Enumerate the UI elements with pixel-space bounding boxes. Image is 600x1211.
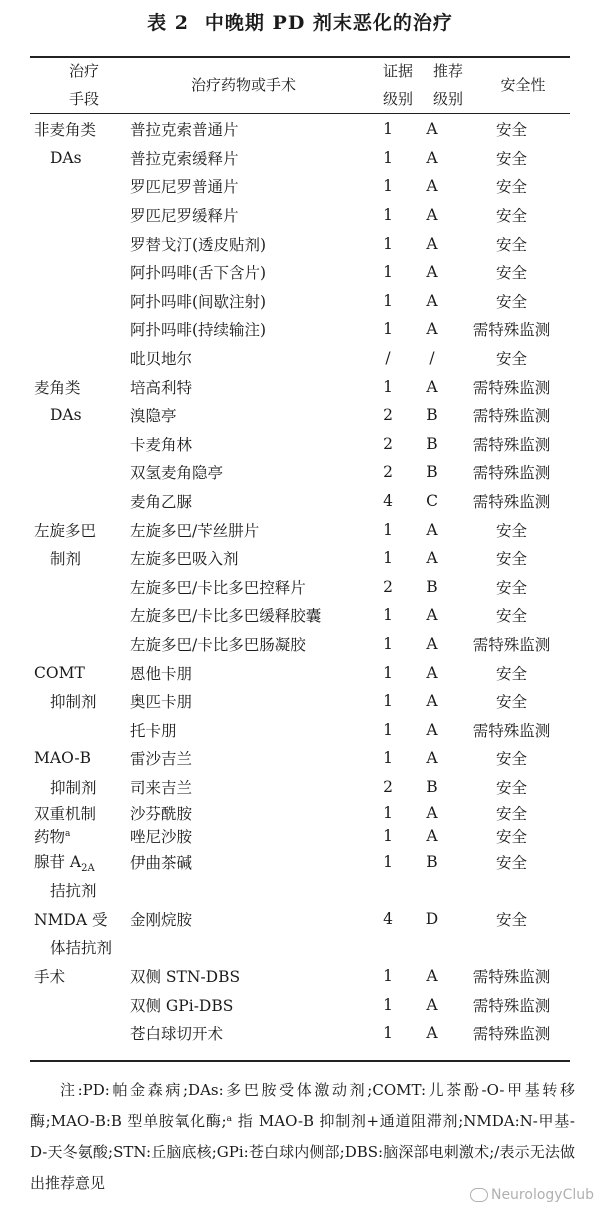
recommend-cell: A bbox=[426, 120, 438, 139]
evidence-cell: 1 bbox=[383, 206, 393, 225]
recommend-cell: A bbox=[426, 995, 438, 1014]
safety-cell: 需特殊监测 bbox=[472, 967, 551, 986]
category-cell: 麦角类 bbox=[34, 378, 81, 397]
safety-cell: 需特殊监测 bbox=[472, 635, 551, 654]
recommend-cell: A bbox=[426, 803, 438, 822]
recommend-cell: D bbox=[425, 909, 439, 928]
recommend-cell: A bbox=[426, 234, 438, 253]
table-row bbox=[30, 515, 570, 544]
drug-cell: 司来吉兰 bbox=[130, 778, 193, 797]
evidence-cell: 1 bbox=[383, 148, 393, 167]
category-cell bbox=[30, 990, 122, 1019]
drug-cell: 双氢麦角隐亭 bbox=[130, 464, 224, 483]
evidence-cell: 4 bbox=[383, 909, 393, 928]
safety-cell: 安全 bbox=[495, 350, 527, 369]
table-row bbox=[30, 658, 570, 687]
drug-cell: 培高利特 bbox=[130, 378, 193, 397]
drug-cell: 沙芬酰胺 bbox=[130, 804, 193, 823]
recommend-cell: A bbox=[426, 720, 438, 739]
category-cell: DAs bbox=[50, 148, 82, 167]
safety-cell: 安全 bbox=[495, 853, 527, 872]
table-body bbox=[30, 115, 570, 1047]
drug-cell: 阿扑吗啡(舌下含片) bbox=[130, 264, 267, 283]
header-recommend: 推荐 级别 bbox=[432, 62, 463, 108]
table-row bbox=[30, 630, 570, 659]
recommend-cell: A bbox=[426, 263, 438, 282]
evidence-cell: 1 bbox=[383, 826, 393, 845]
category-cell: 手术 bbox=[34, 967, 66, 986]
category-cell: 拮抗剂 bbox=[50, 882, 97, 901]
recommend-cell: A bbox=[426, 663, 438, 682]
safety-cell: 安全 bbox=[495, 292, 527, 311]
header-safety: 安全性 bbox=[500, 76, 546, 94]
recommend-cell: B bbox=[426, 434, 438, 453]
table-row bbox=[30, 172, 570, 201]
recommend-cell: A bbox=[426, 1024, 438, 1043]
evidence-cell: 2 bbox=[383, 463, 393, 482]
drug-cell: 普拉克索缓释片 bbox=[130, 149, 239, 168]
safety-cell: 安全 bbox=[495, 664, 527, 683]
table-row bbox=[30, 430, 570, 459]
recommend-cell: A bbox=[426, 692, 438, 711]
drug-cell: 普拉克索普通片 bbox=[130, 121, 239, 140]
evidence-cell: / bbox=[385, 349, 391, 368]
category-cell: 制剂 bbox=[50, 550, 82, 569]
drug-cell: 金刚烷胺 bbox=[130, 910, 193, 929]
evidence-cell: 1 bbox=[383, 263, 393, 282]
drug-cell: 唑尼沙胺 bbox=[130, 827, 193, 846]
safety-cell: 安全 bbox=[495, 778, 527, 797]
evidence-cell bbox=[365, 933, 411, 962]
category-cell: 抑制剂 bbox=[50, 693, 97, 712]
table-row bbox=[30, 990, 570, 1019]
table-row bbox=[30, 287, 570, 316]
table-row bbox=[30, 1019, 570, 1048]
category-cell bbox=[30, 458, 122, 487]
evidence-cell: 1 bbox=[383, 1024, 393, 1043]
category-cell: 腺苷 $A_{2A}$ bbox=[34, 852, 95, 874]
safety-cell: 需特殊监测 bbox=[472, 721, 551, 740]
category-cell bbox=[30, 487, 122, 516]
wechat-icon bbox=[470, 1188, 488, 1202]
recommend-cell: A bbox=[426, 549, 438, 568]
evidence-cell: 1 bbox=[383, 377, 393, 396]
category-cell bbox=[30, 573, 122, 602]
drug-cell: 卡麦角林 bbox=[130, 435, 193, 454]
category-cell: 左旋多巴 bbox=[34, 521, 97, 540]
header-rule bbox=[30, 113, 570, 114]
evidence-cell: 1 bbox=[383, 177, 393, 196]
table-row bbox=[30, 544, 570, 573]
evidence-cell: 1 bbox=[383, 720, 393, 739]
category-cell: DAs bbox=[50, 406, 82, 425]
evidence-cell: 2 bbox=[383, 577, 393, 596]
recommend-cell: C bbox=[426, 492, 438, 511]
table-row bbox=[30, 744, 570, 773]
evidence-cell: 1 bbox=[383, 634, 393, 653]
watermark: NeurologyClub bbox=[470, 1187, 594, 1203]
safety-cell: 安全 bbox=[495, 827, 527, 846]
recommend-cell: A bbox=[426, 320, 438, 339]
table-row bbox=[30, 933, 570, 962]
category-cell bbox=[30, 1019, 122, 1048]
evidence-cell: 1 bbox=[383, 606, 393, 625]
table-row bbox=[30, 715, 570, 744]
safety-cell: 需特殊监测 bbox=[472, 321, 551, 340]
table-row bbox=[30, 773, 570, 802]
safety-cell bbox=[453, 933, 570, 962]
recommend-cell bbox=[411, 876, 453, 905]
drug-cell: 麦角乙脲 bbox=[130, 493, 193, 512]
drug-cell bbox=[122, 933, 365, 962]
table-note: 注:PD:帕金森病;DAs:多巴胺受体激动剂;COMT:儿茶酚-O-甲基转移酶;MAO-B:B 型单胺氧化酶;ᵃ 指 MAO-B 抑制剂+通道阻滞剂;NMDA:N-甲基-D-天冬氨酸;STN:丘脑底核;GPi:苍白球内侧部;DBS:脑深部电刺激术;/表示无法做出推荐意见 bbox=[30, 1081, 575, 1192]
drug-cell: 双侧 STN-DBS bbox=[130, 967, 241, 986]
drug-cell bbox=[122, 876, 365, 905]
safety-cell: 安全 bbox=[495, 207, 527, 226]
category-cell: COMT bbox=[34, 663, 85, 682]
table-row bbox=[30, 229, 570, 258]
treatment-table bbox=[30, 115, 570, 1047]
category-cell bbox=[30, 172, 122, 201]
category-cell: 非麦角类 bbox=[34, 121, 97, 140]
safety-cell: 安全 bbox=[495, 693, 527, 712]
table-caption: 中晚期 PD 剂末恶化的治疗 bbox=[204, 12, 453, 34]
table-row bbox=[30, 801, 570, 824]
category-cell bbox=[30, 315, 122, 344]
safety-cell: 安全 bbox=[495, 235, 527, 254]
safety-cell: 安全 bbox=[495, 264, 527, 283]
evidence-cell: 1 bbox=[383, 692, 393, 711]
recommend-cell: A bbox=[426, 520, 438, 539]
drug-cell: 左旋多巴/苄丝肼片 bbox=[130, 521, 260, 540]
category-cell: MAO-B bbox=[34, 749, 91, 768]
drug-cell: 恩他卡朋 bbox=[130, 664, 193, 683]
recommend-cell: A bbox=[426, 291, 438, 310]
evidence-cell: 1 bbox=[383, 320, 393, 339]
bottom-rule bbox=[30, 1060, 570, 1062]
table-row bbox=[30, 824, 570, 847]
safety-cell: 安全 bbox=[495, 750, 527, 769]
evidence-cell: 1 bbox=[383, 549, 393, 568]
category-cell: 双重机制 bbox=[34, 804, 97, 823]
evidence-cell: 1 bbox=[383, 966, 393, 985]
table-row bbox=[30, 144, 570, 173]
table-row bbox=[30, 315, 570, 344]
safety-cell: 需特殊监测 bbox=[472, 1025, 551, 1044]
evidence-cell bbox=[365, 876, 411, 905]
category-cell: 体拮抗剂 bbox=[50, 939, 113, 958]
safety-cell: 需特殊监测 bbox=[472, 493, 551, 512]
recommend-cell: B bbox=[426, 852, 438, 871]
table-row bbox=[30, 904, 570, 933]
table-row bbox=[30, 876, 570, 905]
table-row bbox=[30, 372, 570, 401]
recommend-cell: A bbox=[426, 206, 438, 225]
safety-cell: 安全 bbox=[495, 521, 527, 540]
table-row bbox=[30, 573, 570, 602]
recommend-cell: B bbox=[426, 777, 438, 796]
evidence-cell: 1 bbox=[383, 234, 393, 253]
evidence-cell: 1 bbox=[383, 520, 393, 539]
safety-cell: 需特殊监测 bbox=[472, 435, 551, 454]
drug-cell: 左旋多巴吸入剂 bbox=[130, 550, 239, 569]
recommend-cell bbox=[411, 933, 453, 962]
safety-cell: 安全 bbox=[495, 121, 527, 140]
recommend-cell: A bbox=[426, 377, 438, 396]
category-cell bbox=[30, 287, 122, 316]
safety-cell: 需特殊监测 bbox=[472, 378, 551, 397]
safety-cell: 需特殊监测 bbox=[472, 407, 551, 426]
table-row bbox=[30, 458, 570, 487]
category-cell bbox=[30, 715, 122, 744]
header-drug: 治疗药物或手术 bbox=[190, 76, 296, 94]
table-row bbox=[30, 847, 570, 876]
drug-cell: 罗匹尼罗普通片 bbox=[130, 178, 239, 197]
recommend-cell: A bbox=[426, 148, 438, 167]
safety-cell bbox=[453, 876, 570, 905]
recommend-cell: A bbox=[426, 634, 438, 653]
evidence-cell: 2 bbox=[383, 777, 393, 796]
drug-cell: 苍白球切开术 bbox=[130, 1025, 224, 1044]
safety-cell: 安全 bbox=[495, 578, 527, 597]
safety-cell: 需特殊监测 bbox=[472, 996, 551, 1015]
evidence-cell: 4 bbox=[383, 492, 393, 511]
evidence-cell: 1 bbox=[383, 749, 393, 768]
drug-cell: 溴隐亭 bbox=[130, 407, 177, 426]
drug-cell: 阿扑吗啡(持续输注) bbox=[130, 321, 267, 340]
evidence-cell: 1 bbox=[383, 852, 393, 871]
drug-cell: 奥匹卡朋 bbox=[130, 693, 193, 712]
table-row bbox=[30, 962, 570, 991]
evidence-cell: 1 bbox=[383, 291, 393, 310]
drug-cell: 雷沙吉兰 bbox=[130, 750, 193, 769]
header-category: 治疗 手段 bbox=[68, 62, 99, 108]
drug-cell: 罗替戈汀(透皮贴剂) bbox=[130, 235, 267, 254]
table-row bbox=[30, 258, 570, 287]
header-evidence: 证据 级别 bbox=[382, 62, 413, 108]
category-cell bbox=[30, 258, 122, 287]
safety-cell: 需特殊监测 bbox=[472, 464, 551, 483]
table-row bbox=[30, 401, 570, 430]
category-cell bbox=[30, 601, 122, 630]
category-cell: NMDA 受 bbox=[34, 910, 108, 929]
drug-cell: 阿扑吗啡(间歇注射) bbox=[130, 292, 267, 311]
table-row bbox=[30, 344, 570, 373]
recommend-cell: B bbox=[426, 463, 438, 482]
drug-cell: 左旋多巴/卡比多巴肠凝胶 bbox=[130, 635, 306, 654]
recommend-cell: / bbox=[429, 349, 435, 368]
table-row bbox=[30, 201, 570, 230]
recommend-cell: A bbox=[426, 826, 438, 845]
evidence-cell: 1 bbox=[383, 803, 393, 822]
safety-cell: 安全 bbox=[495, 178, 527, 197]
table-row bbox=[30, 601, 570, 630]
evidence-cell: 1 bbox=[383, 120, 393, 139]
safety-cell: 安全 bbox=[495, 149, 527, 168]
drug-cell: 双侧 GPi-DBS bbox=[130, 996, 234, 1015]
category-cell bbox=[30, 630, 122, 659]
drug-cell: 左旋多巴/卡比多巴控释片 bbox=[130, 578, 306, 597]
recommend-cell: B bbox=[426, 406, 438, 425]
recommend-cell: A bbox=[426, 749, 438, 768]
table-row bbox=[30, 687, 570, 716]
drug-cell: 伊曲茶碱 bbox=[130, 853, 193, 872]
category-cell bbox=[30, 344, 122, 373]
table-title bbox=[0, 8, 600, 38]
drug-cell: 左旋多巴/卡比多巴缓释胶囊 bbox=[130, 607, 322, 626]
evidence-cell: 2 bbox=[383, 434, 393, 453]
recommend-cell: A bbox=[426, 177, 438, 196]
table-row bbox=[30, 487, 570, 516]
safety-cell: 安全 bbox=[495, 910, 527, 929]
drug-cell: 托卡朋 bbox=[130, 721, 177, 740]
category-cell bbox=[30, 430, 122, 459]
table-number: 表 2 bbox=[147, 12, 189, 34]
drug-cell: 罗匹尼罗缓释片 bbox=[130, 207, 239, 226]
safety-cell: 安全 bbox=[495, 607, 527, 626]
table-row bbox=[30, 115, 570, 144]
recommend-cell: A bbox=[426, 606, 438, 625]
drug-cell: 吡贝地尔 bbox=[130, 350, 193, 369]
category-cell bbox=[30, 229, 122, 258]
category-cell bbox=[30, 201, 122, 230]
category-cell: 药物$^a$ bbox=[34, 827, 71, 846]
recommend-cell: B bbox=[426, 577, 438, 596]
evidence-cell: 2 bbox=[383, 406, 393, 425]
recommend-cell: A bbox=[426, 966, 438, 985]
evidence-cell: 1 bbox=[383, 663, 393, 682]
evidence-cell: 1 bbox=[383, 995, 393, 1014]
safety-cell: 安全 bbox=[495, 804, 527, 823]
category-cell: 抑制剂 bbox=[50, 778, 97, 797]
safety-cell: 安全 bbox=[495, 550, 527, 569]
